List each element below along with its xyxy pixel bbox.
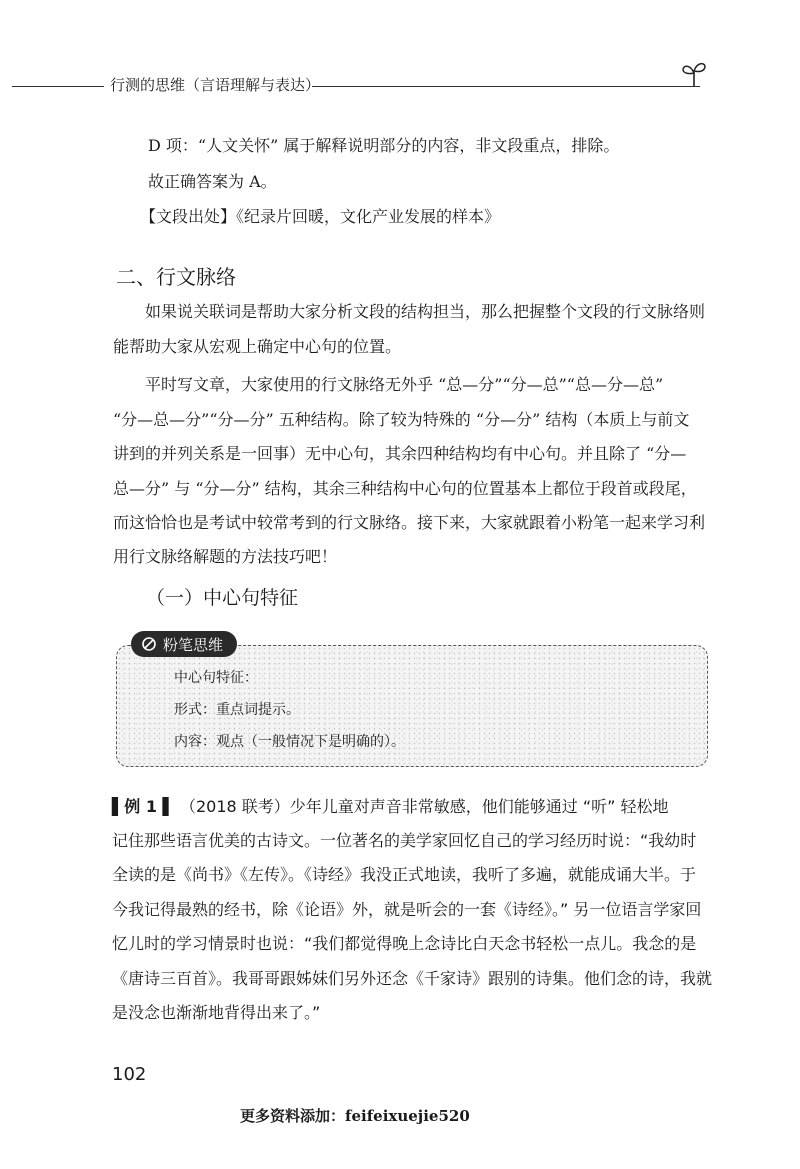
intro-line-answer: 故正确答案为 A。: [148, 172, 277, 191]
paragraph-line: “分—总—分”“分—分” 五种结构。除了较为特殊的 “分—分” 结构（本质上与前文: [113, 410, 690, 429]
header-rule-right: [312, 86, 700, 87]
header-rule-left: [12, 86, 104, 87]
example-first-line: [112, 799, 669, 815]
example-line: 今我记得最熟的经书，除《论语》外，就是听会的一套《诗经》。” 另一位语言学家回: [112, 900, 702, 919]
example-line: 记住那些语言优美的古诗文。一位著名的美学家回忆自己的学习经历时说：“我幼时: [112, 831, 697, 850]
example-line: 忆儿时的学习情景时也说：“我们都觉得晚上念诗比白天念书轻松一点儿。我念的是: [112, 934, 697, 953]
sprout-icon: [680, 58, 708, 88]
paragraph-line: 平时写文章，大家使用的行文脉络无外乎 “总—分”“分—总”“总—分—总”: [145, 375, 664, 394]
paragraph-line: 而这恰恰也是考试中较常考到的行文脉络。接下来，大家就跟着小粉笔一起来学习利: [113, 513, 706, 532]
example-label: ▌例 1 ▌: [112, 797, 175, 816]
tip-line: 中心句特征：: [174, 670, 258, 686]
running-header-title: 行测的思维（言语理解与表达）: [110, 76, 321, 94]
intro-line-source: 【文段出处】《纪录片回暖，文化产业发展的样本》: [140, 207, 501, 226]
intro-line-option-d: D 项：“人文关怀” 属于解释说明部分的内容，非文段重点，排除。: [148, 136, 620, 155]
prohibit-icon: [141, 636, 157, 652]
section-heading: 二、行文脉络: [116, 265, 236, 289]
tip-line: 内容：观点（一般情况下是明确的）。: [174, 734, 405, 750]
page-number: 102: [112, 1064, 147, 1085]
paragraph-line: 总—分” 与 “分—分” 结构，其余三种结构中心句的位置基本上都位于段首或段尾，: [113, 479, 697, 498]
example-line: 是没念也渐渐地背得出来了。”: [112, 1003, 321, 1022]
paragraph-line: 讲到的并列关系是一回事）无中心句，其余四种结构均有中心句。并且除了 “分—: [113, 444, 687, 463]
tip-line: 形式：重点词提示。: [174, 702, 300, 718]
subsection-heading: （一）中心句特征: [146, 587, 299, 609]
footer-contact-text: 更多资料添加：feifeixuejie520: [240, 1107, 470, 1125]
example-intro: （2018 联考）少年儿童对声音非常敏感，他们能够通过 “听” 轻松地: [179, 797, 669, 816]
example-line: 《唐诗三百首》。我哥哥跟姊妹们另外还念《千家诗》跟别的诗集。他们念的诗，我就: [112, 969, 713, 988]
paragraph-line: 如果说关联词是帮助大家分析文段的结构担当，那么把握整个文段的行文脉络则: [145, 302, 706, 321]
tip-badge: [131, 631, 237, 657]
tip-badge-label: 粉笔思维: [163, 635, 224, 654]
paragraph-line: 用行文脉络解题的方法技巧吧！: [113, 547, 338, 566]
paragraph-line: 能帮助大家从宏观上确定中心句的位置。: [113, 337, 402, 356]
example-line: 全读的是《尚书》《左传》。《诗经》我没正式地读，我听了多遍，就能成诵大半。于: [112, 865, 697, 884]
